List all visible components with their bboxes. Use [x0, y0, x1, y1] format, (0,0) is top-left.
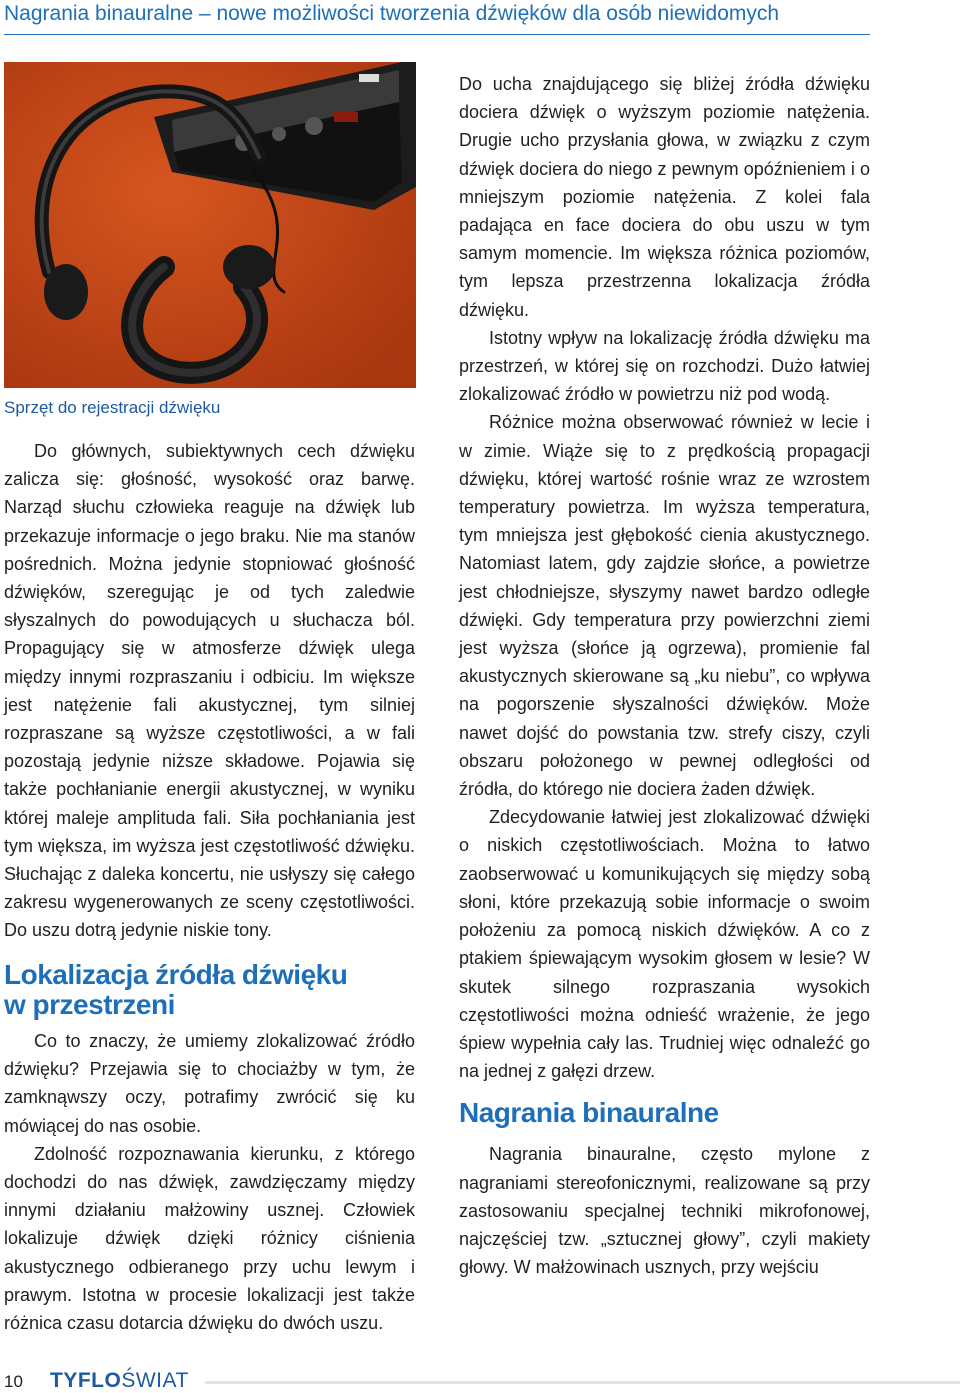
title-divider — [4, 34, 870, 35]
paragraph: Do głównych, subiektywnych cech dźwięku zalicza się: głośność, wysokość oraz barwę. Narząd słuchu człowieka reaguje na dźwięk lub przekazuje informacje o jego braku. Nie ma stanów pośrednich. Można jedynie stopniować głośność dźwięków, szeregując je od tych zaledwie słyszalnych do powodujących u słuchacza ból. Propagujący się w atmosferze dźwięk ulega między innymi rozpraszaniu i odbiciu. Im większe jest natężenie fali akustycznej, tym silniej rozpraszane są wyższe częstotliwości, a w fali pozostają jedynie niższe składowe. Pojawia się także pochłanianie energii akustycznej, w wyniku której maleje amplituda fali. Siła pochłaniania jest tym większa, im wyższa jest częstotliwość dźwięku. Słuchając z daleka koncertu, nie usłyszy się całego zakresu wygenerowanych ze sceny częstotliwości. Do uszu dotrą jedynie niskie tony. — [4, 441, 415, 941]
left-column-intro — [4, 437, 415, 945]
paragraph: Zdolność rozpoznawania kierunku, z którego dochodzi do nas dźwięk, zawdzięczamy między innymi działaniu małżowiny usznej. Człowiek lokalizuje dźwięk dzięki różnicy ciśnienia akustycznego odbieranego przy uchu lewym i prawym. Istotna w procesie lokalizacji jest także różnica czasu dotarcia dźwięku do dwóch uszu. — [4, 1143, 415, 1334]
right-earcup — [223, 245, 275, 289]
photo-caption: Sprzęt do rejestracji dźwięku — [4, 398, 221, 417]
section-heading-localization — [4, 960, 424, 1020]
page-footer — [0, 1368, 960, 1393]
paragraph: Istotny wpływ na lokalizację źródła dźwięku ma przestrzeń, w której się on rozchodzi. Dużo łatwiej zlokalizować źródło w powietrzu niż pod wodą. — [459, 327, 870, 405]
paragraph: Różnice można obserwować również w lecie i w zimie. Wiąże się to z prędkością propagacji dźwięku, której wartość rośnie wraz ze wzrostem temperatury powietrza. Im wyższa temperatura, tym mniejsza jest głębokość cienia akustycznego. Natomiast latem, gdy zajdzie słońce, a powietrze jest chłodniejsze, słyszymy nawet bardzo odległe dźwięki. Gdy temperatura przy powierzchni ziemi jest wyższa (słońce ją ogrzewa), promienie fal akustycznych skierowane są „ku niebu”, co wpływa na pogorszenie słyszalności dźwięków. Może nawet dojść do powstania tzw. strefy ciszy, czyli obszaru położonego w pewnej odległości od źródła, do którego nie dociera żaden dźwięk. — [459, 412, 870, 800]
magazine-brand — [50, 1369, 189, 1393]
paragraph: Nagrania binauralne, często mylone z nagraniami stereofonicznymi, realizowane są przy zastosowaniu specjalnej techniki mikrofonowej, najczęściej tzw. „sztucznej głowy”, czyli makiety głowy. W małżowinach usznych, przy wejściu — [459, 1144, 870, 1278]
running-title: Nagrania binauralne – nowe możliwości tworzenia dźwięków dla osób niewidomych — [4, 2, 780, 25]
left-earcup — [44, 264, 88, 320]
brand-regular: ŚWIAT — [121, 1369, 189, 1392]
footer-divider — [205, 1381, 960, 1384]
paragraph: Co to znaczy, że umiemy zlokalizować źródło dźwięku? Przejawia się to chociażby w tym, że zamknąwszy oczy, potrafimy zwrócić się ku mówiącej do nas osobie. — [4, 1031, 415, 1136]
heading-line: w przestrzeni — [4, 989, 175, 1020]
right-column — [459, 70, 870, 1281]
paragraph: Do ucha znajdującego się bliżej źródła dźwięku dociera dźwięk o wyższym poziomie natężenia. Drugie ucho przysłania głowa, w związku z czym dźwięk dociera do niego z pewnym opóźnieniem i o mniejszym poziomie natężenia. Z kolei fala padająca en face dociera do obu uszu w tym samym momencie. Im większa różnica poziomów, tym lepsza przestrzenna lokalizacja źródła dźwięku. — [459, 74, 870, 320]
headphones-and-interface-illustration — [4, 62, 416, 388]
section-heading-binaural: Nagrania binauralne — [459, 1097, 719, 1129]
page-number: 10 — [4, 1372, 23, 1391]
left-column-localization — [4, 1027, 415, 1337]
heading-line: Lokalizacja źródła dźwięku — [4, 959, 348, 990]
paragraph: Zdecydowanie łatwiej jest zlokalizować dźwięki o niskich częstotliwościach. Można to łatwo zaobserwować u komunikujących się między sobą słoni, które przekazują sobie informacje o swoim położeniu za pomocą niskich dźwięków. A co z ptakiem śpiewającym wysokim głosem w lesie? W skutek silnego rozpraszania wysokich częstotliwości można odnieść wrażenie, że jego śpiew wypełnia cały las. Trudniej więc odnaleźć go na jednej z gałęzi drzew. — [459, 807, 870, 1082]
equipment-photo — [4, 62, 416, 388]
brand-bold: TYFLO — [50, 1369, 122, 1392]
